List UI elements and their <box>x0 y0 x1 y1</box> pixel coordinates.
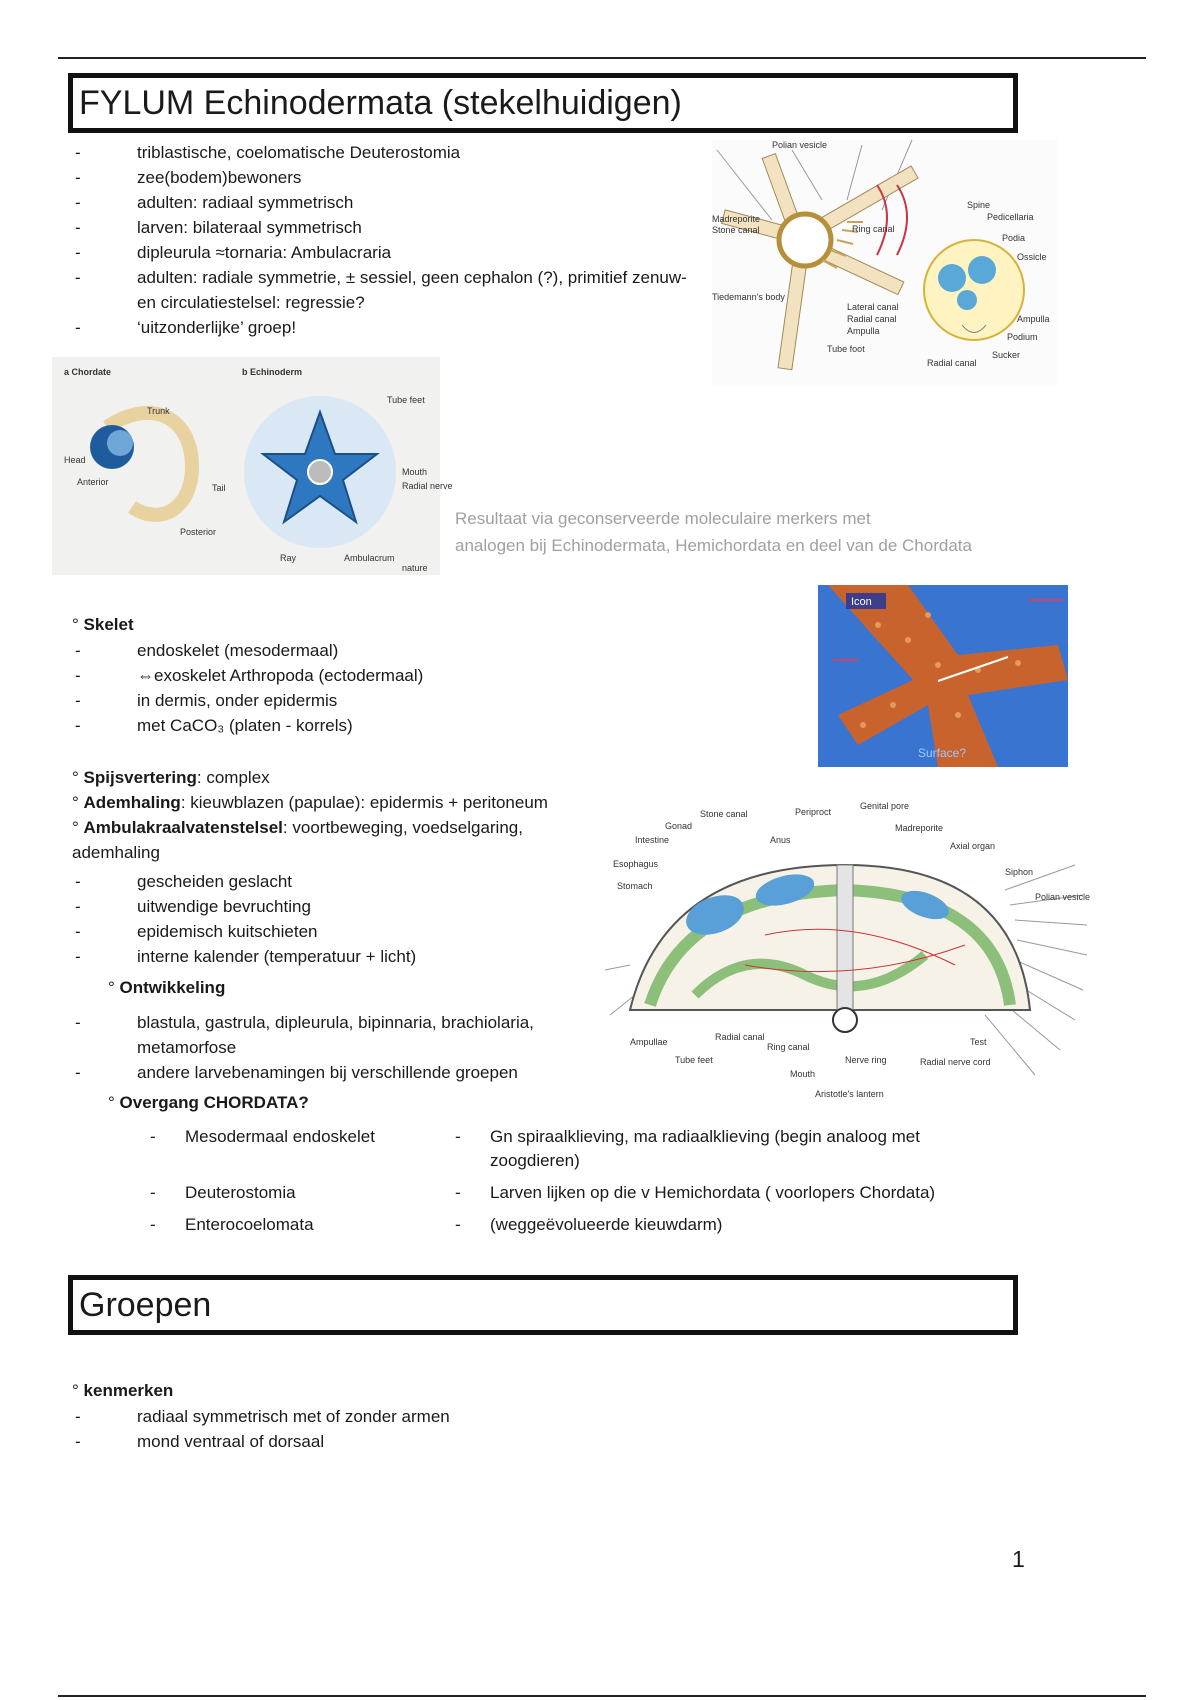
overgang-right: - Gn spiraalklieving, ma radiaalklieving (begin analoog met zoogdieren) <box>455 1125 1010 1173</box>
overgang-table <box>150 1125 1010 1245</box>
figure-label: Axial organ <box>950 841 996 851</box>
figure-label: Tiedemann's body <box>712 292 785 302</box>
panel-label-a: a Chordate <box>64 367 112 377</box>
figure-caption <box>455 505 972 559</box>
figure-label: Genital pore <box>860 801 910 811</box>
kenmerken-heading-text: kenmerken <box>83 1381 174 1400</box>
bullet-item: - radiaal symmetrisch met of zonder armen <box>75 1404 675 1429</box>
bullet-item: - met CaCO₃ (platen - korrels) <box>75 713 675 738</box>
figure-label: Radial canal <box>927 358 977 368</box>
panel-label-b: b Echinoderm <box>242 367 303 377</box>
overgang-heading: ° Overgang CHORDATA? <box>108 1093 309 1112</box>
overgang-right: - (weggeëvolueerde kieuwdarm) <box>455 1213 1010 1237</box>
figure-label: Stomach <box>617 881 653 891</box>
overgang-left: - Mesodermaal endoskelet <box>150 1125 455 1173</box>
bullet-item: - dipleurula ≈tornaria: Ambulacraria <box>75 240 695 265</box>
adem-text: : kieuwblazen (papulae): epidermis + peritoneum <box>180 793 548 812</box>
figure-label: Nerve ring <box>845 1055 887 1065</box>
chordate-echinoderm-figure <box>52 357 453 575</box>
figure-label: Periproct <box>795 807 832 817</box>
caption-line: Resultaat via geconserveerde moleculaire merkers met <box>455 509 871 528</box>
figure-label: Ambulacrum <box>344 553 395 563</box>
ambu-text: : voortbeweging, voedselgaring, <box>282 818 523 837</box>
adem-heading: Ademhaling <box>83 793 181 812</box>
figure-label: Madreporite <box>895 823 944 833</box>
figure-label: Ampulla <box>1017 314 1050 324</box>
page-number: 1 <box>1012 1546 1025 1572</box>
figure-label: Tail <box>212 483 226 493</box>
skelet-heading-text: Skelet <box>83 615 134 634</box>
figure-label: Ray <box>280 553 297 563</box>
kenmerken-heading: ° kenmerken <box>72 1381 174 1400</box>
figure-label: Podia <box>1002 233 1026 243</box>
bottom-rule <box>58 1695 1146 1697</box>
bullet-item: - ⇔exoskelet Arthropoda (ectodermaal) <box>75 663 675 688</box>
section-title-fylum <box>68 73 1018 133</box>
figure-label: Radial canal <box>715 1032 765 1042</box>
figure-label: Stone canal <box>700 809 748 819</box>
figure-label: Radial nerve <box>402 481 453 491</box>
skelet-bullets <box>75 638 675 738</box>
figure-label: Esophagus <box>613 859 659 869</box>
overgang-left: - Enterocoelomata <box>150 1213 455 1237</box>
bullet-item: - interne kalender (temperatuur + licht) <box>75 944 615 969</box>
figure-label: Spine <box>967 200 991 210</box>
photo-label-bottom: Surface? <box>918 746 967 760</box>
fylum-bullets <box>75 140 695 340</box>
bullet-item: - ‘uitzonderlijke’ groep! <box>75 315 695 340</box>
figure-label: Anus <box>770 835 791 845</box>
figure-label: Ampullae <box>630 1037 668 1047</box>
figure-label: Ossicle <box>1017 252 1047 262</box>
bullet-item: - zee(bodem)bewoners <box>75 165 695 190</box>
figure-label: Tube feet <box>387 395 425 405</box>
bullet-item: - uitwendige bevruchting <box>75 894 615 919</box>
figure-label: Aristotle's lantern <box>815 1089 884 1099</box>
figure-label: Anterior <box>77 477 109 487</box>
bullet-item: - mond ventraal of dorsaal <box>75 1429 675 1454</box>
ontwikkeling-bullets <box>75 1010 605 1085</box>
spijs-text: : complex <box>196 768 270 787</box>
figure-label: Trunk <box>147 406 170 416</box>
figure-label: Mouth <box>402 467 428 477</box>
bullet-item: - adulten: radiaal symmetrisch <box>75 190 695 215</box>
top-rule <box>58 57 1146 59</box>
overgang-right: - Larven lijken op die v Hemichordata ( voorlopers Chordata) <box>455 1181 1010 1205</box>
photo-label-top: Icon <box>851 596 872 608</box>
figure-credit: nature <box>402 563 428 573</box>
overgang-left: - Deuterostomia <box>150 1181 455 1205</box>
figure-label: Radial nerve cord <box>920 1057 991 1067</box>
ambulakraal-line-2: ademhaling <box>72 843 160 862</box>
kenmerken-bullets <box>75 1404 675 1454</box>
bullet-item: - blastula, gastrula, dipleurula, bipinnaria, brachiolaria, metamorfose <box>75 1010 605 1060</box>
bullet-item: - endoskelet (mesodermaal) <box>75 638 675 663</box>
water-vascular-diagram <box>712 140 1057 385</box>
bullet-item: - adulten: radiale symmetrie, ± sessiel, geen cephalon (?), primitief zenuw- en circulatiestelsel: regressie? <box>75 265 695 315</box>
overgang-row <box>150 1125 1010 1173</box>
figure-label: Podium <box>1007 332 1038 342</box>
overgang-row <box>150 1213 1010 1237</box>
bullet-item: - in dermis, onder epidermis <box>75 688 675 713</box>
skelet-heading: ° Skelet <box>72 615 134 634</box>
figure-label: Ring canal <box>852 224 895 234</box>
figure-label: Test <box>970 1037 987 1047</box>
section-title-groepen <box>68 1275 1018 1335</box>
figure-label: Madreporite <box>712 214 761 224</box>
figure-label: Stone canal <box>712 225 760 235</box>
figure-label: Lateral canal <box>847 302 899 312</box>
bullet-item: - larven: bilateraal symmetrisch <box>75 215 695 240</box>
bullet-item: - andere larvebenamingen bij verschillende groepen <box>75 1060 605 1085</box>
caption-line: analogen bij Echinodermata, Hemichordata en deel van de Chordata <box>455 536 972 555</box>
figure-label: Radial canal <box>847 314 897 324</box>
figure-label: Polian vesicle <box>1035 892 1091 902</box>
figure-label: Mouth <box>790 1069 816 1079</box>
title-text: Groepen <box>79 1286 212 1324</box>
ademhaling-line: ° Ademhaling: kieuwblazen (papulae): epidermis + peritoneum <box>72 793 548 812</box>
ontwikkeling-heading: ° Ontwikkeling <box>108 978 226 997</box>
figure-label: Tube foot <box>827 344 865 354</box>
bullet-item: - triblastische, coelomatische Deuterostomia <box>75 140 695 165</box>
starfish-photo <box>818 585 1068 767</box>
figure-label: Pedicellaria <box>987 212 1034 222</box>
ambu-heading: Ambulakraalvatenstelsel <box>83 818 283 837</box>
figure-label: Head <box>64 455 86 465</box>
ontwikkeling-heading-text: Ontwikkeling <box>119 978 226 997</box>
spijsvertering-line: ° Spijsvertering: complex <box>72 768 270 787</box>
figure-label: Gonad <box>665 821 693 831</box>
systems-bullets <box>75 869 615 969</box>
figure-label: Intestine <box>635 835 670 845</box>
spijs-heading: Spijsvertering <box>83 768 197 787</box>
overgang-row <box>150 1181 1010 1205</box>
figure-label: Polian vesicle <box>772 140 828 150</box>
figure-label: Sucker <box>992 350 1021 360</box>
bullet-item: - gescheiden geslacht <box>75 869 615 894</box>
figure-label: Tube feet <box>675 1055 713 1065</box>
bullet-item: - epidemisch kuitschieten <box>75 919 615 944</box>
ambulakraal-line: ° Ambulakraalvatenstelsel: voortbeweging, voedselgaring, <box>72 818 523 837</box>
figure-label: Posterior <box>180 527 217 537</box>
figure-label: Ring canal <box>767 1042 810 1052</box>
figure-label: Ampulla <box>847 326 880 336</box>
figure-label: Siphon <box>1005 867 1034 877</box>
overgang-heading-text: Overgang CHORDATA? <box>119 1093 309 1112</box>
sea-urchin-diagram <box>605 795 1090 1125</box>
title-text: FYLUM Echinodermata (stekelhuidigen) <box>79 84 682 122</box>
